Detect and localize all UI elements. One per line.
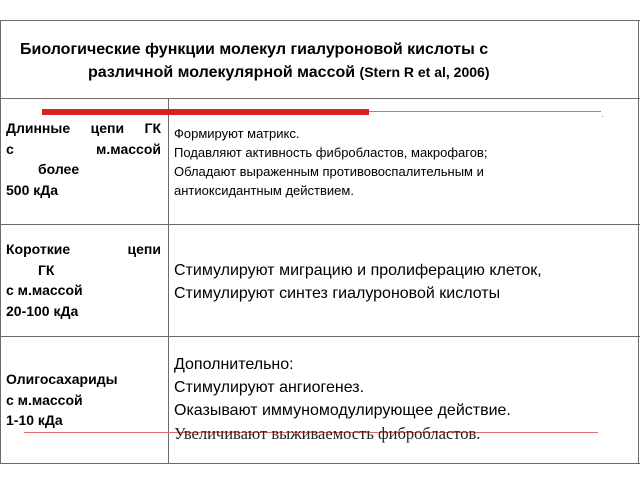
- row-2-description: [174, 259, 636, 305]
- table-border-top: [0, 20, 640, 21]
- row-3-text-line: Оказывают иммуномодулирующее действие.: [174, 402, 511, 419]
- row-1-label: [6, 118, 161, 200]
- row-2-text-line: Стимулируют синтез гиалуроновой кислоты: [174, 285, 501, 302]
- red-accent-bar: [42, 109, 369, 115]
- decorative-dot: ·: [601, 112, 604, 121]
- row-1-description: [174, 124, 636, 200]
- title-line-2: [10, 61, 634, 84]
- row-2-text-line: Стимулируют миграцию и пролиферацию клеток,: [174, 262, 542, 279]
- row-2-label-line: с м.массой: [6, 282, 83, 298]
- table-border-right: [638, 20, 639, 464]
- table-border-bottom: [0, 463, 640, 464]
- row-1-label-line: 500 кДа: [6, 181, 59, 198]
- row-1-label-line: Длинные цепи ГК: [6, 120, 161, 136]
- row-3-label: [6, 369, 161, 431]
- row-3-description: [174, 353, 636, 445]
- row-1-label-line: с м.массой: [6, 140, 161, 157]
- row-3-text-line: Увеличивают выживаемость фибробластов.: [174, 424, 481, 443]
- row-2-label-line: 20-100 кДа: [6, 302, 79, 319]
- title-line-2-text: различной молекулярной массой: [88, 64, 356, 81]
- title-reference: (Stern R et al, 2006): [359, 64, 490, 80]
- table-column-divider: [168, 98, 169, 464]
- row-1-divider: [0, 224, 640, 225]
- row-1-text-line: Обладают выраженным противовоспалительным и: [174, 164, 484, 179]
- row-3-text-line: Дополнительно:: [174, 356, 294, 373]
- row-3-label-line: 1-10 кДа: [6, 412, 63, 428]
- table-title: [10, 38, 634, 84]
- table-border-left: [0, 20, 1, 464]
- row-1-text-line: Формируют матрикс.: [174, 126, 300, 141]
- row-3-text-line: Стимулируют ангиогенез.: [174, 379, 365, 396]
- row-1-text-line: Подавляют активность фибробластов, макрофагов;: [174, 145, 488, 160]
- row-3-label-line: Олигосахариды: [6, 371, 118, 387]
- row-1-label-line: более: [38, 161, 80, 177]
- row-1-text-line: антиоксидантным действием.: [174, 183, 354, 198]
- title-row-divider: [0, 98, 640, 99]
- row-2-label-line: ГК: [38, 261, 55, 278]
- red-accent-line-top: [369, 111, 601, 112]
- row-2-label-line: Короткие цепи: [6, 241, 161, 257]
- title-line-1: Биологические функции молекул гиалуроновой кислоты с: [20, 41, 489, 58]
- row-2-label: [6, 239, 161, 321]
- row-3-label-line: с м.массой: [6, 391, 83, 408]
- row-2-divider: [0, 336, 640, 337]
